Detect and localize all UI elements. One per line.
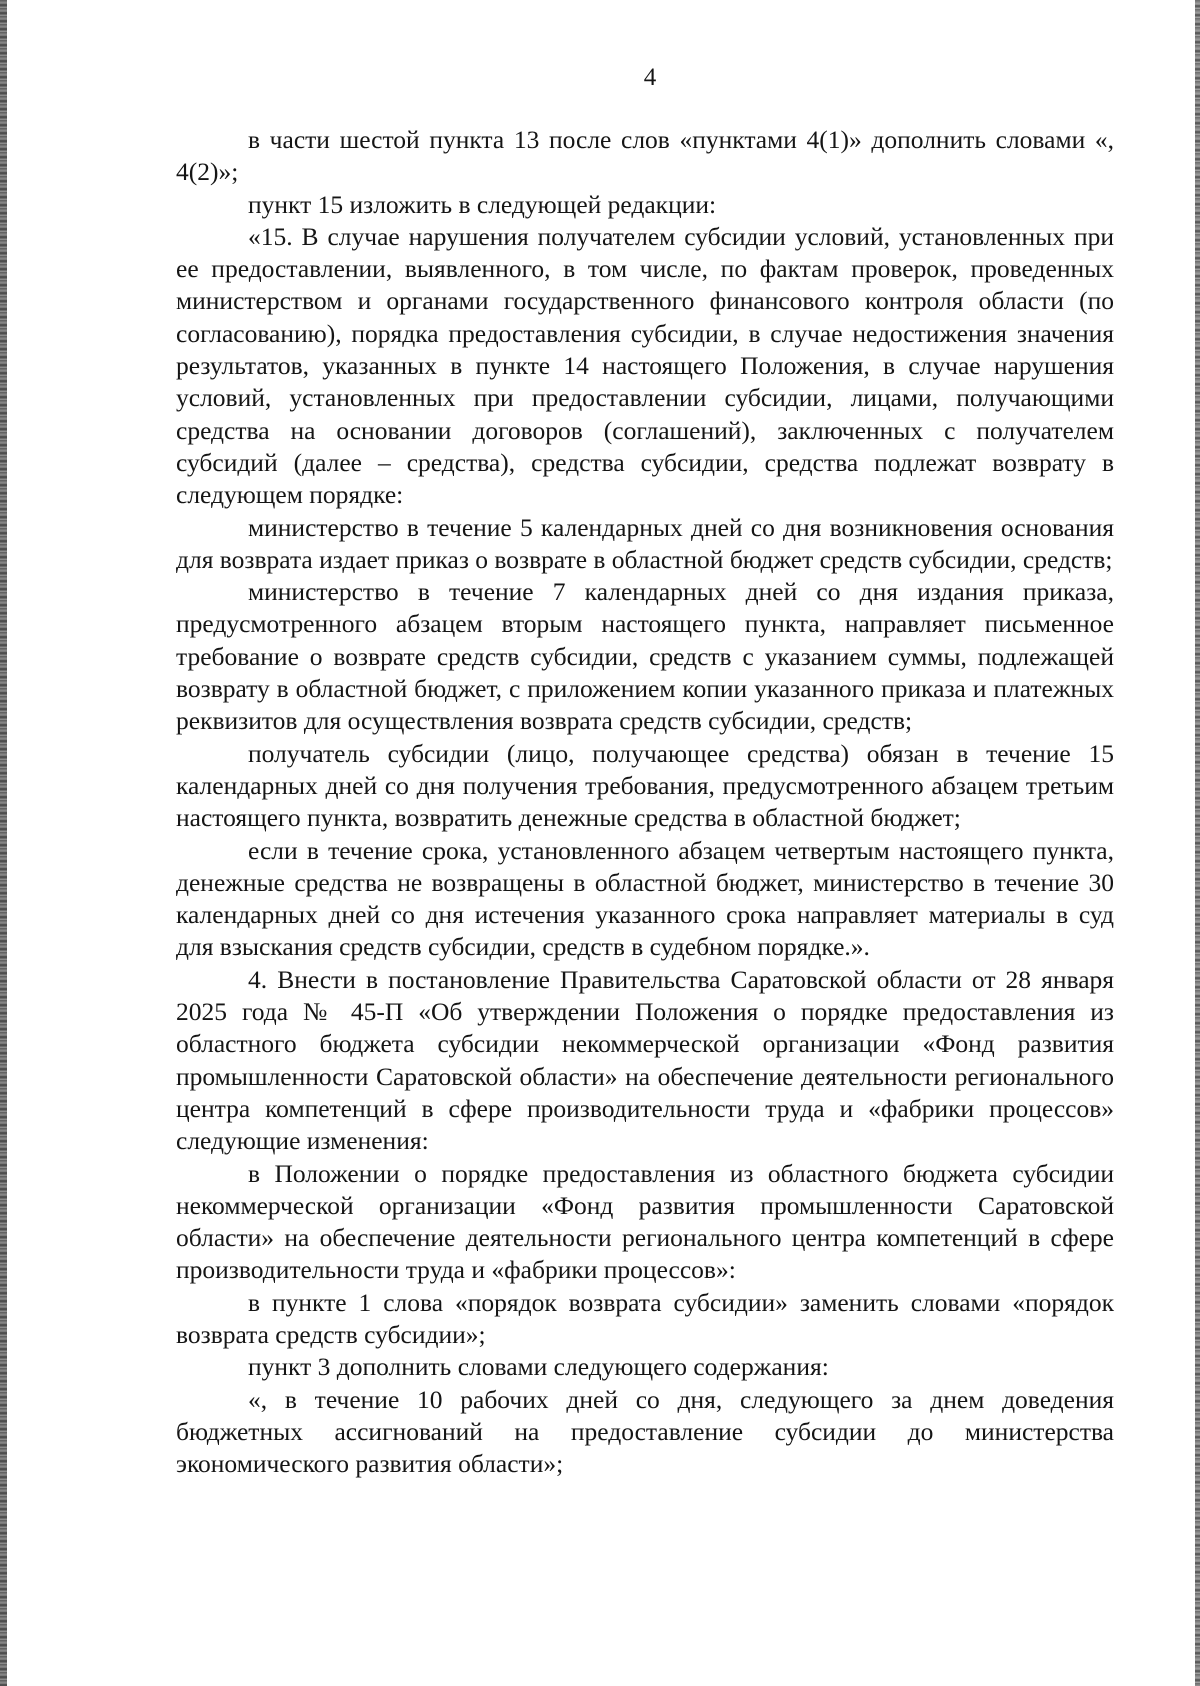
paragraph: в Положении о порядке предоставления из областного бюджета субсидии некоммерческой организации «Фонд развития промышленности Саратовской области» на обеспечение деятельности регионального центра компетенций в сфере производительности труда и «фабрики процессов»: — [176, 1158, 1114, 1285]
paragraph: 4. Внести в постановление Правительства Саратовской области от 28 января 2025 года № 45-П «Об утверждении Положения о порядке предоставления из областного бюджета субсидии некоммерческой организации «Фонд развития промышленности Саратовской области» на обеспечение деятельности регионального центра компетенций в сфере производительности труда и «фабрики процессов» следующие изменения: — [176, 964, 1114, 1156]
paragraph: если в течение срока, установленного абзацем четвертым настоящего пункта, денежные средства не возвращены в областной бюджет, министерство в течение 30 календарных дней со дня истечения указанного срока направляет материалы в суд для взыскания средств субсидии, средств в судебном порядке.». — [176, 835, 1114, 962]
paragraph: пункт 3 дополнить словами следующего содержания: — [248, 1352, 829, 1382]
scan-edge-right — [1195, 0, 1200, 1686]
document-body — [176, 124, 1114, 1480]
paragraph: «, в течение 10 рабочих дней со дня, следующего за днем доведения бюджетных ассигнований на предоставление субсидии до министерства экономического развития области»; — [176, 1384, 1114, 1479]
paragraph: министерство в течение 5 календарных дней со дня возникновения основания для возврата издает приказ о возврате в областной бюджет средств субсидии, средств; — [176, 512, 1114, 574]
paragraph: пункт 15 изложить в следующей редакции: — [248, 189, 717, 219]
scan-edge-left — [0, 0, 7, 1686]
paragraph: в пункте 1 слова «порядок возврата субсидии» заменить словами «порядок возврата средств субсидии»; — [176, 1287, 1114, 1349]
page-number: 4 — [643, 64, 657, 91]
paragraph: «15. В случае нарушения получателем субсидии условий, установленных при ее предоставлении, выявленного, в том числе, по фактам проверок, проведенных министерством и органами государственного финансового контроля области (по согласованию), порядка предоставления субсидии, в случае недостижения значения результатов, указанных в пункте 14 настоящего Положения, в случае нарушения условий, установленных при предоставлении субсидии, лицами, получающими средства на основании договоров (соглашений), заключенных с получателем субсидий (далее – средства), средства субсидии, средства подлежат возврату в следующем порядке: — [176, 221, 1114, 510]
paragraph: получатель субсидии (лицо, получающее средства) обязан в течение 15 календарных дней со дня получения требования, предусмотренного абзацем третьим настоящего пункта, возвратить денежные средства в областной бюджет; — [176, 738, 1114, 833]
paragraph: министерство в течение 7 календарных дней со дня издания приказа, предусмотренного абзацем вторым настоящего пункта, направляет письменное требование о возврате средств субсидии, средств с указанием суммы, подлежащей возврату в областной бюджет, с приложением копии указанного приказа и платежных реквизитов для осуществления возврата средств субсидии, средств; — [176, 577, 1114, 736]
paragraph: в части шестой пункта 13 после слов «пунктами 4(1)» дополнить словами «, 4(2)»; — [176, 125, 1114, 187]
